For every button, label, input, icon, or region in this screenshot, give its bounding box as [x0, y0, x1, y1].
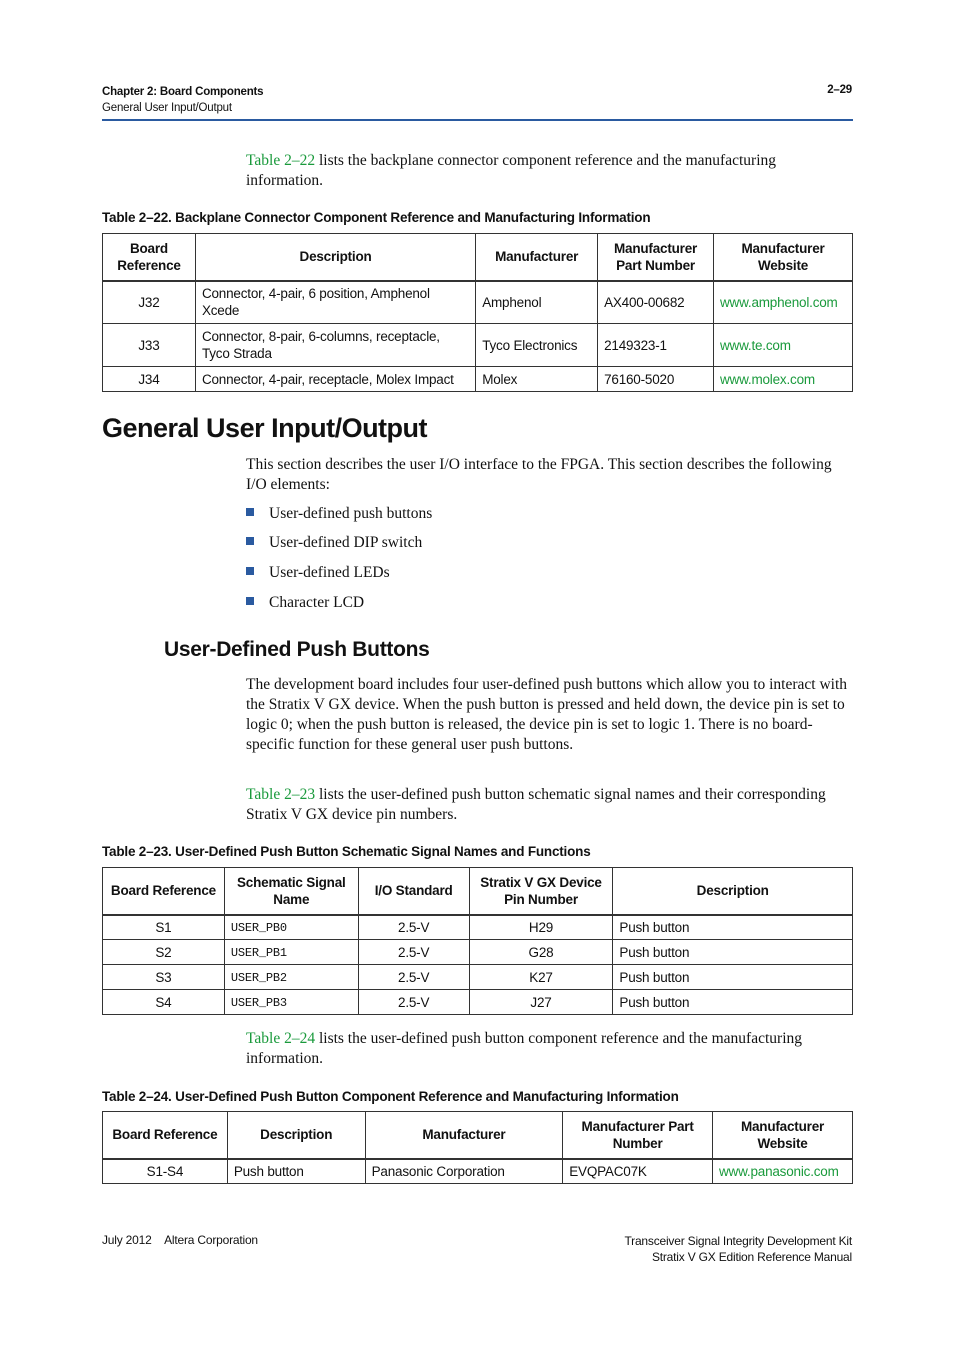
table23-header: Schematic Signal Name: [224, 868, 358, 915]
table-cell: Amphenol: [476, 281, 598, 324]
table23-header: I/O Standard: [358, 868, 469, 915]
table-cell: EVQPAC07K: [563, 1159, 713, 1184]
footer-date: July 2012: [102, 1233, 152, 1247]
table-cell: Connector, 8-pair, 6-columns, receptacle, Tyco Strada: [195, 324, 475, 367]
section-title: General User Input/Output: [102, 102, 232, 114]
website-link[interactable]: www.amphenol.com: [720, 294, 838, 310]
table22-intro-text: lists the backplane connector component reference and the manufacturing information.: [246, 152, 777, 189]
table23-link[interactable]: Table 2–23: [246, 786, 316, 803]
table24-caption: Table 2–24. User-Defined Push Button Component Reference and Manufacturing Information: [102, 1089, 679, 1104]
table-cell: Connector, 4-pair, receptacle, Molex Impact: [195, 367, 475, 392]
website-link[interactable]: www.molex.com: [720, 371, 815, 387]
table-row: [103, 324, 853, 367]
table-cell: G28: [469, 940, 613, 965]
chapter-title: Chapter 2: Board Components: [102, 86, 264, 98]
signal-name: USER_PB3: [230, 995, 287, 1010]
table-row: [103, 915, 853, 940]
table22-header: Manufacturer Website: [714, 234, 853, 281]
section-intro: This section describes the user I/O interface to the FPGA. This section describes the following I/O elements:: [246, 456, 832, 493]
signal-name: USER_PB1: [230, 945, 287, 960]
table-row: [103, 940, 853, 965]
table-row: [103, 1159, 853, 1184]
table24-header: Board Reference: [103, 1112, 228, 1159]
running-header: [102, 84, 263, 116]
table-cell: S2: [103, 940, 225, 965]
signal-name: USER_PB2: [230, 970, 287, 985]
list-item: User-defined DIP switch: [246, 534, 422, 552]
page-number: 2–29: [827, 84, 852, 96]
table24-header: Description: [227, 1112, 365, 1159]
footer-doc-subtitle: Stratix V GX Edition Reference Manual: [651, 1250, 852, 1264]
table-cell: S4: [103, 990, 225, 1015]
table-cell: 2149323-1: [598, 324, 714, 367]
table-cell: Push button: [613, 990, 853, 1015]
table22-link[interactable]: Table 2–22: [246, 152, 316, 169]
table22-caption: Table 2–22. Backplane Connector Component Reference and Manufacturing Information: [102, 210, 651, 225]
table24-header: Manufacturer Part Number: [563, 1112, 713, 1159]
table22-header: Board Reference: [103, 234, 196, 281]
table-cell: Tyco Electronics: [476, 324, 598, 367]
table-cell: Push button: [613, 915, 853, 940]
section-heading: General User Input/Output: [102, 413, 428, 443]
table-row: [103, 965, 853, 990]
table24-link[interactable]: Table 2–24: [246, 1030, 316, 1047]
subsection-heading: User-Defined Push Buttons: [164, 638, 430, 661]
table-cell: J33: [103, 324, 196, 367]
list-item: User-defined push buttons: [246, 505, 432, 523]
table-cell: H29: [469, 915, 613, 940]
table22: [102, 233, 853, 392]
table-cell: Push button: [227, 1159, 365, 1184]
table24-header: Manufacturer Website: [713, 1112, 853, 1159]
table-cell: S1-S4: [103, 1159, 228, 1184]
bullet-square-icon: [246, 508, 254, 516]
table23-header: Stratix V GX Device Pin Number: [469, 868, 613, 915]
table22-header: Manufacturer: [476, 234, 598, 281]
table23-header: Description: [613, 868, 853, 915]
signal-name: USER_PB0: [230, 920, 287, 935]
table23-intro: [246, 785, 852, 825]
table22-header: Description: [195, 234, 475, 281]
table-cell: Panasonic Corporation: [365, 1159, 563, 1184]
bullet-square-icon: [246, 597, 254, 605]
table-cell: 2.5-V: [358, 990, 469, 1015]
list-item: User-defined LEDs: [246, 564, 390, 582]
website-link[interactable]: www.panasonic.com: [719, 1163, 839, 1179]
list-item: Character LCD: [246, 594, 364, 612]
table23: [102, 867, 853, 1015]
table24-intro: [246, 1029, 852, 1069]
table24: [102, 1111, 853, 1184]
footer-company: Altera Corporation: [164, 1233, 258, 1247]
bullet-square-icon: [246, 567, 254, 575]
table-row: [103, 990, 853, 1015]
table23-header: Board Reference: [103, 868, 225, 915]
table-cell: K27: [469, 965, 613, 990]
table22-header: Manufacturer Part Number: [598, 234, 714, 281]
table-cell: S3: [103, 965, 225, 990]
table-cell: Connector, 4-pair, 6 position, Amphenol Xcede: [195, 281, 475, 324]
footer-left: [102, 1233, 258, 1247]
bullet-square-icon: [246, 537, 254, 545]
table-row: [103, 281, 853, 324]
table-cell: J27: [469, 990, 613, 1015]
table-cell: 2.5-V: [358, 965, 469, 990]
table-cell: J34: [103, 367, 196, 392]
table24-intro-text: lists the user-defined push button component reference and the manufacturing information.: [246, 1030, 802, 1067]
table-cell: J32: [103, 281, 196, 324]
table-cell: Push button: [613, 940, 853, 965]
footer-doc-title: Transceiver Signal Integrity Development Kit: [624, 1234, 852, 1248]
table-cell: 76160-5020: [598, 367, 714, 392]
table24-header: Manufacturer: [365, 1112, 563, 1159]
table-cell: S1: [103, 915, 225, 940]
table-cell: 2.5-V: [358, 915, 469, 940]
table23-intro-text: lists the user-defined push button schematic signal names and their corresponding Stratix V GX device pin numbers.: [246, 786, 826, 823]
website-link[interactable]: www.te.com: [720, 337, 791, 353]
table-cell: 2.5-V: [358, 940, 469, 965]
table22-intro: [246, 151, 852, 191]
footer-right: [624, 1233, 852, 1265]
table-row: [103, 367, 853, 392]
table-cell: Molex: [476, 367, 598, 392]
table-cell: AX400-00682: [598, 281, 714, 324]
table23-caption: Table 2–23. User-Defined Push Button Schematic Signal Names and Functions: [102, 844, 591, 859]
table-cell: Push button: [613, 965, 853, 990]
push-buttons-paragraph: The development board includes four user-defined push buttons which allow you to interact with the Stratix V GX device. When the push button is pressed and held down, the device pin is set to logic 0; when the push button is released, the device pin is set to logic 1. There is no board-specific function for these general user push buttons.: [246, 676, 848, 753]
header-rule: [102, 119, 853, 121]
